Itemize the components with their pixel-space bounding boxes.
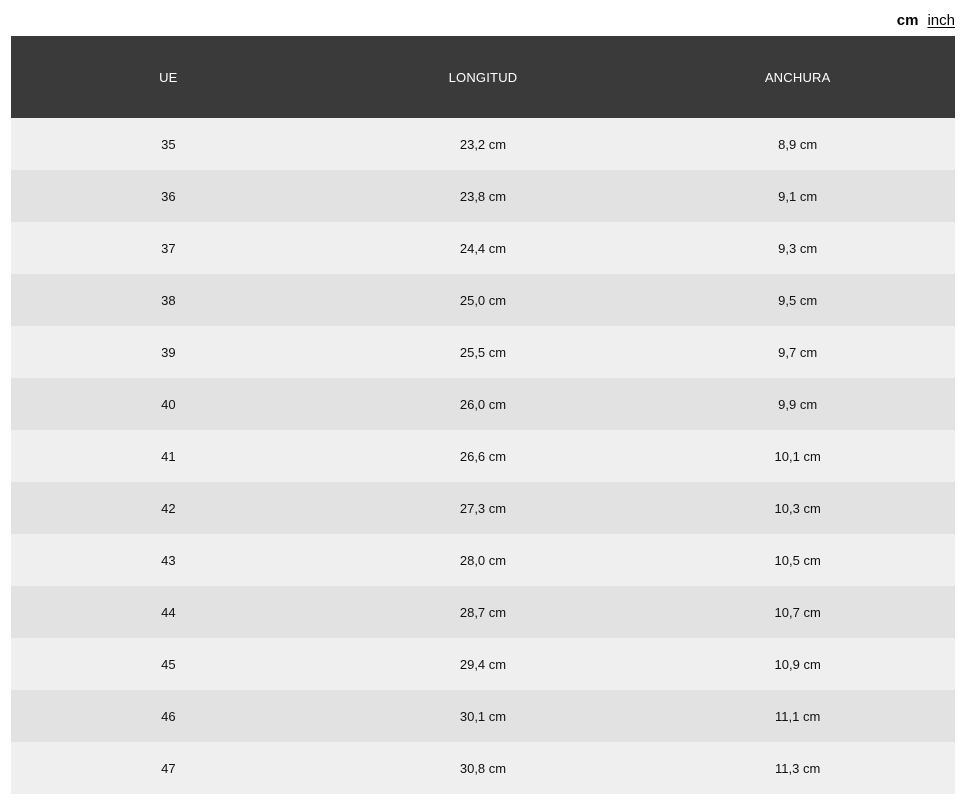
table-row: [11, 430, 955, 482]
column-header-ue: UE: [11, 36, 326, 118]
column-header-anchura: ANCHURA: [640, 36, 955, 118]
cell-anchura: 10,3 cm: [640, 482, 955, 534]
cell-ue: 45: [11, 638, 326, 690]
cell-longitud: 25,5 cm: [326, 326, 641, 378]
unit-toggle: [897, 11, 955, 31]
cell-longitud: 27,3 cm: [326, 482, 641, 534]
cell-ue: 38: [11, 274, 326, 326]
cell-longitud: 26,6 cm: [326, 430, 641, 482]
cell-longitud: 30,8 cm: [326, 742, 641, 794]
table-row: [11, 326, 955, 378]
cell-ue: 40: [11, 378, 326, 430]
cell-anchura: 9,1 cm: [640, 170, 955, 222]
cell-ue: 37: [11, 222, 326, 274]
cell-ue: 46: [11, 690, 326, 742]
cell-anchura: 11,3 cm: [640, 742, 955, 794]
cell-anchura: 11,1 cm: [640, 690, 955, 742]
size-chart-table: [11, 36, 955, 794]
cell-longitud: 28,7 cm: [326, 586, 641, 638]
cell-anchura: 10,1 cm: [640, 430, 955, 482]
table-row: [11, 170, 955, 222]
cell-anchura: 10,5 cm: [640, 534, 955, 586]
table-row: [11, 690, 955, 742]
cell-longitud: 24,4 cm: [326, 222, 641, 274]
cell-longitud: 30,1 cm: [326, 690, 641, 742]
table-row: [11, 118, 955, 170]
cell-longitud: 23,2 cm: [326, 118, 641, 170]
cell-anchura: 9,3 cm: [640, 222, 955, 274]
cell-ue: 35: [11, 118, 326, 170]
table-row: [11, 482, 955, 534]
cell-ue: 44: [11, 586, 326, 638]
table-row: [11, 222, 955, 274]
table-row: [11, 638, 955, 690]
table-row: [11, 274, 955, 326]
table-row: [11, 534, 955, 586]
table-row: [11, 378, 955, 430]
table-row: [11, 742, 955, 794]
table-body: [11, 118, 955, 794]
table-header: [11, 36, 955, 118]
cell-longitud: 28,0 cm: [326, 534, 641, 586]
cell-longitud: 23,8 cm: [326, 170, 641, 222]
column-header-longitud: LONGITUD: [326, 36, 641, 118]
cell-longitud: 26,0 cm: [326, 378, 641, 430]
unit-option-inch[interactable]: inch: [927, 12, 955, 29]
cell-ue: 42: [11, 482, 326, 534]
table-row: [11, 586, 955, 638]
cell-ue: 39: [11, 326, 326, 378]
cell-ue: 43: [11, 534, 326, 586]
cell-ue: 47: [11, 742, 326, 794]
cell-anchura: 9,7 cm: [640, 326, 955, 378]
unit-option-cm[interactable]: cm: [896, 12, 919, 29]
header-row: [11, 36, 955, 118]
cell-ue: 36: [11, 170, 326, 222]
cell-anchura: 10,7 cm: [640, 586, 955, 638]
cell-longitud: 25,0 cm: [326, 274, 641, 326]
cell-anchura: 10,9 cm: [640, 638, 955, 690]
cell-anchura: 8,9 cm: [640, 118, 955, 170]
cell-anchura: 9,5 cm: [640, 274, 955, 326]
cell-longitud: 29,4 cm: [326, 638, 641, 690]
cell-anchura: 9,9 cm: [640, 378, 955, 430]
cell-ue: 41: [11, 430, 326, 482]
